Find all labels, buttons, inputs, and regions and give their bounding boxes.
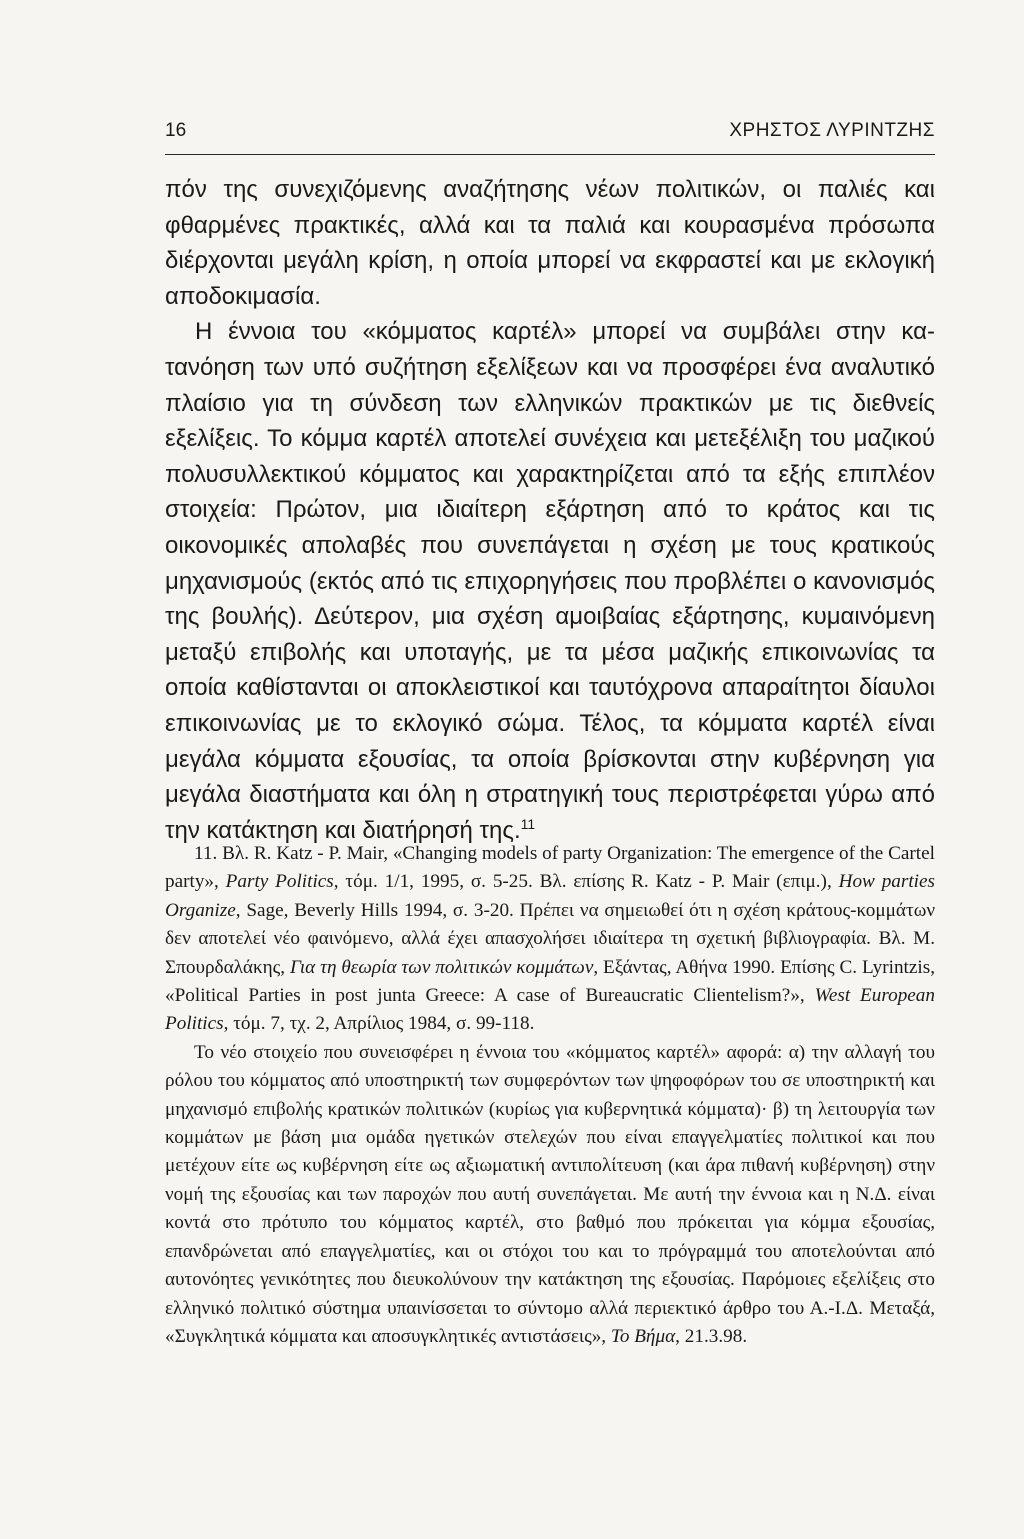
book-title: Για τη θεωρία των πολιτικών κομμάτων bbox=[289, 956, 594, 978]
footnote-text: , τόμ. 1/1, 1995, σ. 5-25. Βλ. επίσης R. Katz - P. Mair (επιμ.), bbox=[333, 871, 839, 893]
footnote-11-explanation bbox=[165, 1039, 935, 1351]
footnote-11-citations bbox=[165, 840, 935, 1039]
main-text bbox=[165, 172, 935, 848]
journal-title: West European Politics bbox=[165, 985, 935, 1035]
newspaper-title: Το Βήμα bbox=[610, 1325, 676, 1347]
page-header bbox=[165, 118, 935, 155]
footnote-text: 11. Βλ. R. Katz - P. Mair, «Changing models of party Organization: The emergence of the Cartel party», bbox=[165, 843, 935, 893]
paragraph-continued bbox=[165, 172, 935, 314]
page-number: 16 bbox=[165, 120, 187, 141]
footnotes bbox=[165, 840, 935, 1351]
journal-title: Party Politics bbox=[225, 871, 334, 893]
footnote-text: , 21.3.98. bbox=[675, 1325, 748, 1347]
footnote-text: Το νέο στοιχείο που συνεισφέρει η έννοια του «κόμματος καρτέλ» αφορά: α) την αλλαγή του ρόλου του κόμματος από υποστηρικτή των συμφερόντων των ψηφοφόρων του σε υποστηρικτή και μηχανισμό επιβολής κρατικών πολιτικών (κυρίως για κυβερνητικά κόμματα)· β) τη λειτουργία των κομμάτων με βάση μια ομάδα ηγετικών στελεχών που είναι επαγγελματίες πολιτικοί και που μετέχουν είτε ως κυβέρνηση είτε ως αξιωματική αντιπολίτευση (και άρα πιθανή κυβέρνηση) στην νομή της εξουσίας και των παροχών που αυτή συνεπάγεται. Με αυτή την έννοια και η Ν.Δ. είναι κοντά στο πρότυπο του κόμματος καρτέλ, στο βαθμό που πρόκειται για κόμμα εξουσίας, επανδρώνεται από επαγγελματίες, και οι στόχοι του και το πρόγραμμά του αποτελούνται από αυτονόητες γενικότητες που διευκολύνουν την κατάκτηση της εξουσίας. Παρόμοιες εξελίξεις στο ελληνικό πολιτικό σύστημα υπαινίσσεται το σύντομο αλλά περιεκτικό άρθρο του Α.-Ι.Δ. Μεταξά, «Συγκλητικά κόμματα και αποσυγκλητικές αντιστάσεις», bbox=[165, 1041, 935, 1347]
book-title: How parties Organize bbox=[165, 871, 935, 921]
footnote-reference[interactable]: 11 bbox=[520, 815, 536, 832]
footnote-text: , τόμ. 7, τχ. 2, Απρίλιος 1984, σ. 99-118. bbox=[223, 1013, 535, 1035]
paragraph-2-text: Η έννοια του «κόμματος καρτέλ» μπορεί να συμβάλει στην κατανόηση των υπό συζήτηση εξελίξεων και να προσφέρει ένα αναλυτικό πλαίσιο για τη σύνδεση των ελληνικών πρακτικών με τις διεθνείς εξελίξεις. Το κόμμα καρτέλ αποτελεί συνέχεια και μετεξέλιξη του μαζικού πολυσυλλεκτικού κόμματος και χαρακτηρίζεται από τα εξής επιπλέον στοιχεία: Πρώτον, μια ιδιαίτερη εξάρτηση από το κράτος και τις οικονομικές απολαβές που συνεπάγεται η σχέση με τους κρατικούς μηχανισμούς (εκτός από τις επιχορηγήσεις που προβλέπει ο κανονισμός της βουλής). Δεύτερον, μια σχέση αμοιβαίας εξάρτησης, κυμαινόμενη μεταξύ επιβολής και υποταγής, με τα μέσα μαζικής επικοινωνίας τα οποία καθίστανται οι αποκλειστικοί και ταυτόχρονα απαραίτητοι δίαυλοι επικοινωνίας με το εκλογικό σώμα. Τέλος, τα κόμματα καρτέλ είναι μεγάλα κόμματα εξουσίας, τα οποία βρίσκονται στην κυβέρνηση για μεγάλα διαστήματα και όλη η στρατηγική τους περιστρέφεται γύρω από την κατάκτηση και διατήρησή της. bbox=[165, 318, 935, 844]
running-head-author: ΧΡΗΣΤΟΣ ΛΥΡΙΝΤΖΗΣ bbox=[729, 120, 935, 141]
footnote-text: , Εξάντας, Αθήνα 1990. Επίσης C. Lyrintzis, «Political Parties in post junta Greece: A case of Bureaucratic Clientelism?», bbox=[165, 956, 935, 1007]
footnote-text: , Sage, Beverly Hills 1994, σ. 3-20. Πρέπει να σημειωθεί ότι η σχέση κράτους-κομμάτων δεν αποτελεί νέο φαινόμενο, αλλά έχει απασχολήσει ιδιαίτερα τη σχετική βιβλιογραφία. Βλ. Μ. Σπουρδαλάκης, bbox=[165, 899, 935, 978]
paragraph-1-text: πόν της συνεχιζόμενης αναζήτησης νέων πολιτικών, οι παλιές και φθαρμένες πρακτικές, αλλά και τα παλιά και κουρασμένα πρόσωπα διέρχονται μεγάλη κρίση, η οποία μπορεί να εκφραστεί και με εκλογική αποδοκιμασία. bbox=[165, 176, 935, 310]
paragraph-cartel-party bbox=[165, 314, 935, 848]
